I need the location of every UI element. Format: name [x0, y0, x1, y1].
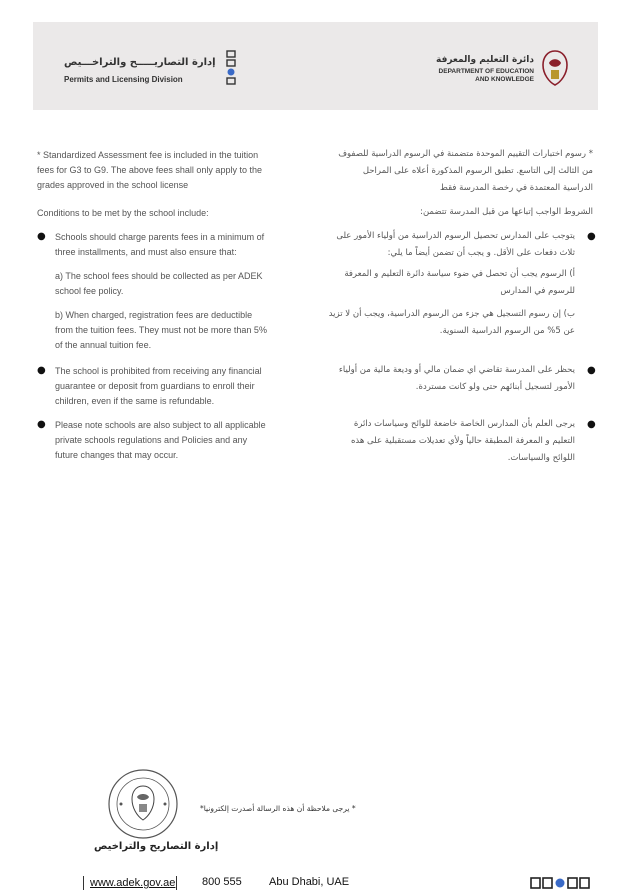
text-line: of the annual tuition fee. — [55, 340, 152, 350]
official-seal-icon — [107, 768, 179, 840]
text-line: أ) الرسوم يجب أن تحصل في ضوء سياسة دائرة التعليم و المعرفة — [344, 269, 575, 279]
text-line: private schools regulations and Policies and any — [55, 435, 248, 445]
text-line: school fee policy. — [55, 286, 124, 296]
text-line: three installments, and must also ensure that: — [55, 247, 237, 257]
text-line: future changes that may occur. — [55, 450, 179, 460]
text-line: الأمور لتسجيل أبنائهم حتى ولو كانت مستردة. — [415, 382, 575, 392]
sub-item-a-en — [55, 269, 309, 299]
bullet-icon: ● — [37, 231, 46, 242]
text-line: grades approved in the school license — [37, 180, 189, 190]
department-name-en: DEPARTMENT OF EDUCATION AND KNOWLEDGE — [438, 68, 534, 83]
abu-dhabi-emblem-icon — [540, 48, 570, 88]
text-line: يتوجب على المدارس تحصيل الرسوم الدراسية من أولياء الأمور على — [336, 231, 575, 241]
conditions-heading-ar: الشروط الواجب إتباعها من قبل المدرسة تتضمن: — [420, 207, 593, 217]
sub-item-b-en — [55, 308, 309, 353]
text-line: Please note schools are also subject to all applicable — [55, 420, 266, 430]
bullet-icon: ● — [587, 365, 596, 376]
sub-item-a-ar — [317, 266, 575, 300]
footer-phone: 800 555 — [202, 876, 242, 888]
text-line: الدراسية المعتمدة في رخصة المدرسة فقط — [440, 183, 593, 193]
assessment-fee-note-en — [37, 148, 309, 193]
text-line: ب) إن رسوم التسجيل هي جزء من الرسوم الدراسية، ويجب أن لا تزيد — [328, 309, 575, 319]
bullet-icon: ● — [587, 419, 596, 430]
footer-city: Abu Dhabi, UAE — [269, 876, 350, 888]
bullet-deposit-prohibited-ar — [317, 362, 575, 396]
text-line: Schools should charge parents fees in a minimum of — [55, 232, 265, 242]
text-line: * Standardized Assessment fee is included in the tuition — [37, 150, 259, 160]
text-line: a) The school fees should be collected as per ADEK — [55, 271, 263, 281]
sub-item-b-ar — [317, 306, 575, 340]
text-line: guarantee or deposit from guardians to enroll their — [55, 381, 255, 391]
bullet-deposit-prohibited-en — [55, 364, 309, 409]
letterhead-banner — [33, 22, 598, 110]
adek-logo-mark-icon — [530, 876, 592, 890]
text-line: من الثالث إلى التاسع. تطبق الرسوم المذكورة أعلاه على المراحل — [362, 166, 593, 176]
bullet-icon: ● — [37, 365, 46, 376]
adek-vertical-mark-icon — [223, 50, 239, 88]
department-name-ar: دائرة التعليم والمعرفة — [435, 55, 534, 65]
text-line: عن 5% من الرسوم الدراسية السنوية. — [439, 326, 575, 336]
text-line: children, even if the same is refundable. — [55, 396, 215, 406]
division-name-en: Permits and Licensing Division — [64, 75, 183, 84]
footer-divider — [83, 876, 84, 890]
bullet-installments-en — [55, 230, 309, 260]
bullet-regulations-ar — [317, 416, 575, 467]
text-line: ثلاث دفعات على الأقل. و يجب أن تضمن أيضاً ما يلي: — [387, 248, 575, 258]
text-line: يحظر على المدرسة تقاضي اي ضمان مالي أو وديعة مالية من أولياء — [338, 365, 575, 375]
division-name-ar: إدارة التصاريـــــح والتراخـــيص — [64, 57, 216, 68]
text-line: التعليم و المعرفة المطبقة حالياً ولأي تعديلات مستقبلية على هذه — [350, 436, 575, 446]
text-line: اللوائح والسياسات. — [507, 453, 575, 463]
text-line: للرسوم في المدارس — [500, 286, 575, 296]
text-line: * رسوم اختبارات التقييم الموحدة متضمنة في الرسوم الدراسية للصفوف — [338, 149, 593, 159]
text-line: fees for G3 to G9. The above fees shall only apply to the — [37, 165, 262, 175]
bullet-installments-ar — [317, 228, 575, 262]
bullet-icon: ● — [37, 419, 46, 430]
signature-division-ar: إدارة التصاريح والتراخيص — [94, 841, 219, 852]
bullet-regulations-en — [55, 418, 309, 463]
text-line: يرجى العلم بأن المدارس الخاصة خاضعة للوائح وسياسات دائرة — [353, 419, 575, 429]
website-link[interactable]: www.adek.gov.ae — [90, 877, 176, 889]
text-line: b) When charged, registration fees are deductible — [55, 310, 253, 320]
text-line: The school is prohibited from receiving any financial — [55, 366, 262, 376]
bullet-icon: ● — [587, 231, 596, 242]
footer-divider — [176, 876, 177, 890]
conditions-heading-en: Conditions to be met by the school include: — [37, 208, 209, 218]
electronic-issue-note: * يرجى ملاحظة أن هذه الرسالة أصدرت إلكترونيا* — [200, 804, 356, 813]
text-line: from the tuition fees. They must not be more than 5% — [55, 325, 267, 335]
assessment-fee-note-ar — [318, 146, 593, 197]
